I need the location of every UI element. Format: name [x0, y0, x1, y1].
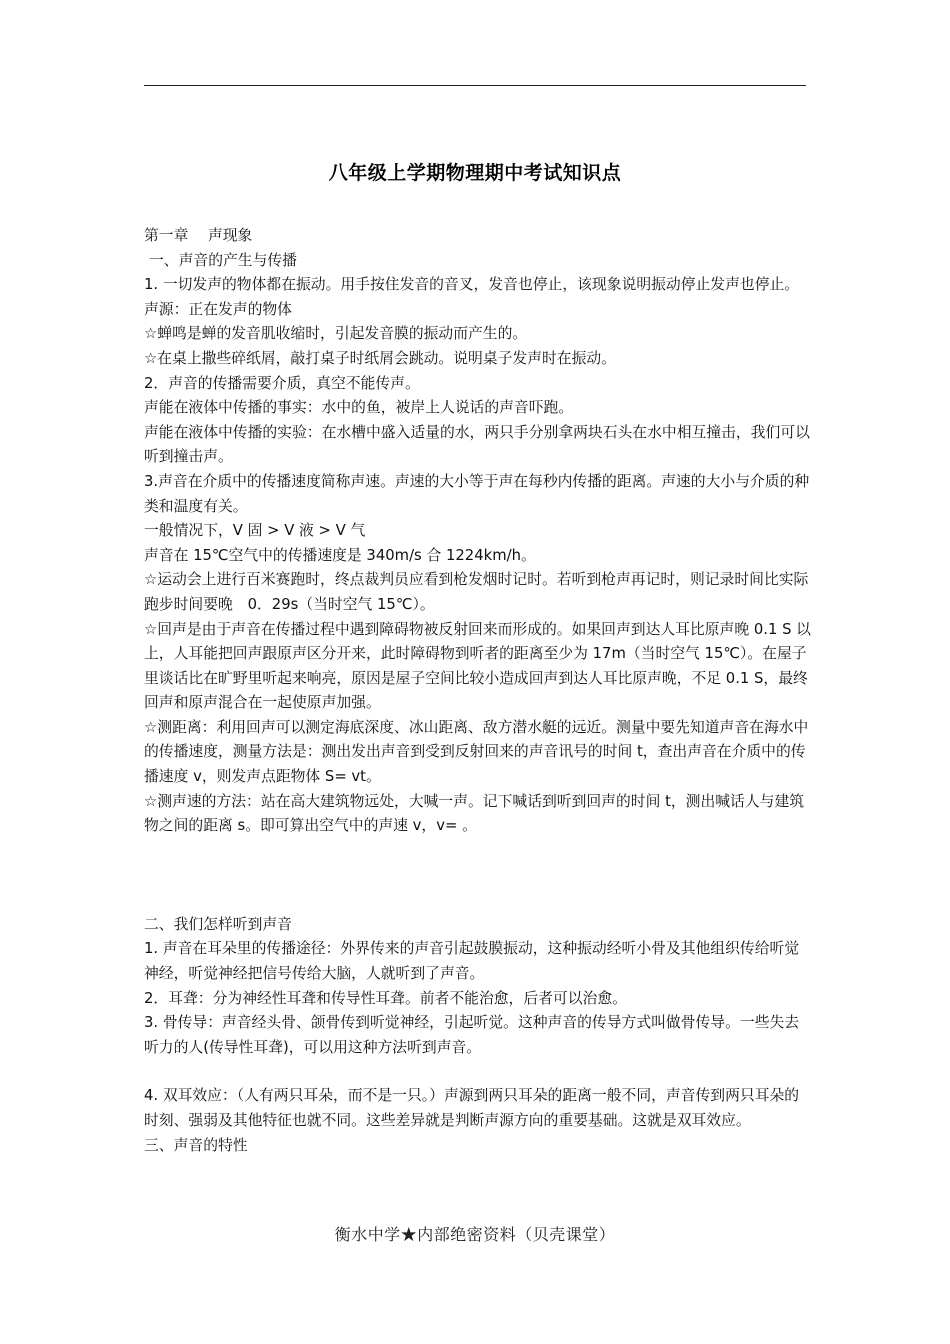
document-title: 八年级上学期物理期中考试知识点 — [328, 162, 622, 184]
paragraph: 1. 一切发声的物体都在振动。用手按住发音的音叉，发音也停止，该现象说明振动停止发声也停止。 — [144, 276, 800, 294]
paragraph: 2．声音的传播需要介质，真空不能传声。 — [144, 374, 420, 392]
paragraph: 1. 声音在耳朵里的传播途径：外界传来的声音引起鼓膜振动，这种振动经听小骨及其他组织传给听觉神经，听觉神经把信号传给大脑，人就听到了声音。 — [144, 940, 800, 983]
section-2-body — [144, 937, 812, 1060]
blank-space — [144, 839, 812, 913]
paragraph: 一般情况下，V 固 > V 液 > V 气 — [144, 522, 366, 540]
paragraph: ☆回声是由于声音在传播过程中遇到障碍物被反射回来而形成的。如果回声到达人耳比原声晚 0.1 S 以上，人耳能把回声跟原声区分开来，此时障碍物到听者的距离至少为 17m（当时空气 15℃）。在屋子里谈话比在旷野里听起来响亮，原因是屋子空间比较小造成回声到达人耳比原声晚，不足 0.1 S，最终回声和原声混合在一起使原声加强。 — [144, 620, 811, 712]
paragraph: 声能在液体中传播的事实：水中的鱼，被岸上人说话的声音吓跑。 — [144, 399, 574, 417]
paragraph: 3. 骨传导：声音经头骨、颌骨传到听觉神经，引起听觉。这种声音的传导方式叫做骨传导。一些失去听力的人(传导性耳聋)，可以用这种方法听到声音。 — [144, 1014, 800, 1056]
paragraph: ☆运动会上进行百米赛跑时，终点裁判员应看到枪发烟时记时。若听到枪声再记时，则记录时间比实际跑步时间要晚 0．29s（当时空气 15℃）。 — [144, 571, 809, 613]
page-footer: 衡水中学★内部绝密资料（贝壳课堂） — [334, 1225, 616, 1244]
section-heading: 一、声音的产生与传播 — [149, 251, 297, 269]
paragraph: 4. 双耳效应：（人有两只耳朵，而不是一只。）声源到两只耳朵的距离一般不同，声音传到两只耳朵的时刻、强弱及其他特征也就不同。这些差异就是判断声源方向的重要基础。这就是双耳效应。 — [144, 1087, 800, 1129]
paragraph: 声能在液体中传播的实验：在水槽中盛入适量的水，两只手分别拿两块石头在水中相互撞击，我们可以听到撞击声。 — [144, 423, 810, 466]
section-2-body-continued — [144, 1084, 812, 1133]
section-heading: 二、我们怎样听到声音 — [144, 915, 292, 933]
document-body — [144, 224, 812, 1158]
paragraph: 声音在 15℃空气中的传播速度是 340m/s 合 1224km/h。 — [144, 546, 536, 564]
paragraph: 2．耳聋：分为神经性耳聋和传导性耳聋。前者不能治愈，后者可以治愈。 — [144, 989, 627, 1007]
blank-space — [144, 1060, 812, 1084]
section-1-body — [144, 273, 812, 839]
paragraph: 声源：正在发声的物体 — [144, 300, 292, 318]
paragraph: ☆测声速的方法：站在高大建筑物远处，大喊一声。记下喊话到听到回声的时间 t，测出喊话人与建筑物之间的距离 s。即可算出空气中的声速 v，v= 。 — [144, 792, 805, 835]
paragraph: 3.声音在介质中的传播速度简称声速。声速的大小等于声在每秒内传播的距离。声速的大小与介质的种类和温度有关。 — [144, 472, 810, 515]
paragraph: ☆蝉鸣是蝉的发音肌收缩时，引起发音膜的振动而产生的。 — [144, 325, 528, 343]
paragraph: ☆在桌上撒些碎纸屑，敲打桌子时纸屑会跳动。说明桌子发声时在振动。 — [144, 349, 616, 367]
header-rule — [144, 85, 806, 86]
section-heading: 三、声音的特性 — [144, 1136, 248, 1154]
chapter-heading: 第一章 声现象 — [144, 227, 253, 244]
paragraph: ☆测距离：利用回声可以测定海底深度、冰山距离、敌方潜水艇的远近。测量中要先知道声音在海水中的传播速度，测量方法是：测出发出声音到受到反射回来的声音讯号的时间 t，查出声音在介质中的传播速度 v，则发声点距物体 S= vt。 — [144, 718, 809, 786]
